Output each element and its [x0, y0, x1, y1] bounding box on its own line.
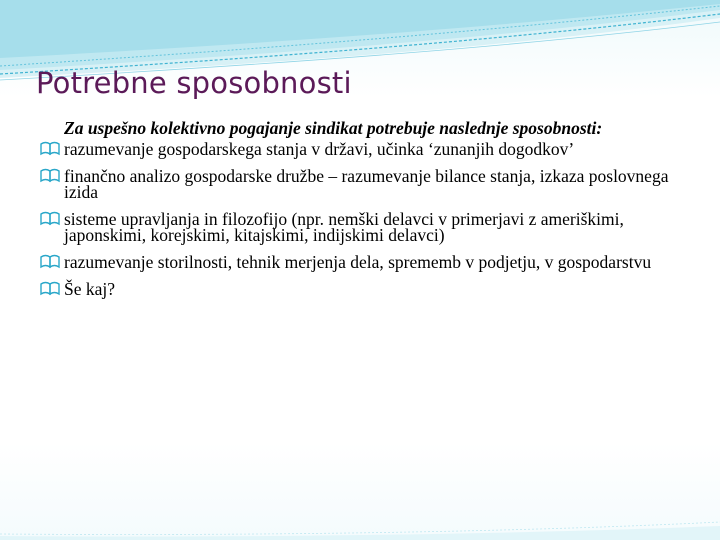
slide-body — [40, 120, 690, 308]
bullet-text: razumevanje storilnosti, tehnik merjenja dela, sprememb v podjetju, v gospodarstvu — [64, 252, 652, 272]
bullet-text: finančno analizo gospodarske družbe – razumevanje bilance stanja, izkaza poslovnega izida — [64, 166, 669, 202]
list-item — [40, 168, 690, 200]
book-icon — [40, 210, 60, 226]
bottom-wave-decoration — [0, 500, 720, 540]
bullet-text: sisteme upravljanja in filozofijo (npr. nemški delavci v primerjavi z ameriškimi, japonskimi, korejskimi, kitajskimi, indijskimi delavci) — [64, 209, 624, 245]
list-item — [40, 141, 690, 157]
bullet-text: Še kaj? — [64, 279, 116, 299]
list-item — [40, 211, 690, 243]
list-item — [40, 281, 690, 297]
list-item — [40, 254, 690, 270]
book-icon — [40, 280, 60, 296]
slide-title: Potrebne sposobnosti — [36, 66, 352, 100]
book-icon — [40, 253, 60, 269]
bullet-text: razumevanje gospodarskega stanja v državi, učinka ‘zunanjih dogodkov’ — [64, 139, 575, 159]
book-icon — [40, 167, 60, 183]
book-icon — [40, 140, 60, 156]
intro-text: Za uspešno kolektivno pogajanje sindikat potrebuje naslednje sposobnosti: — [64, 118, 603, 138]
